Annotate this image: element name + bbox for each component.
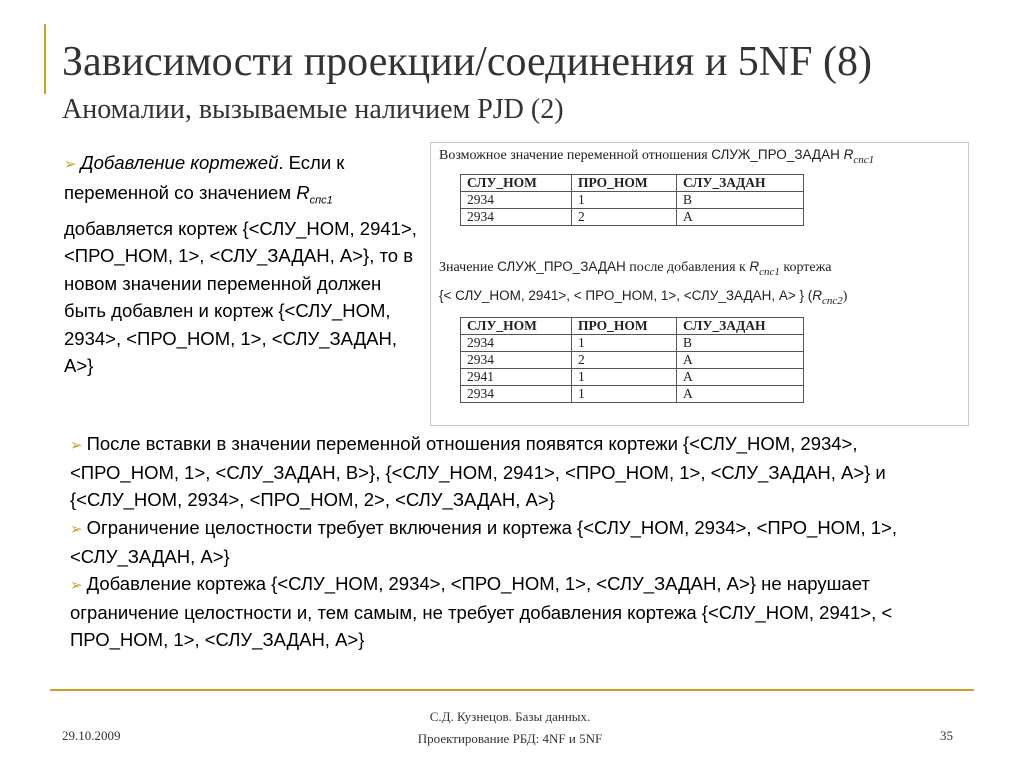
table-header-row: [461, 318, 804, 335]
bullet-item-2: ➢ Ограничение целостности требует включения и кортежа {<СЛУ_НОМ, 2934>, <ПРО_НОМ, 1>, <СЛУ_ЗАДАН, А>}: [70, 516, 897, 567]
left-r-letter: R: [296, 181, 310, 203]
table-header-cell: ПРО_НОМ: [572, 175, 677, 192]
table-cell: 2934: [461, 352, 572, 369]
table-cell: 2: [572, 209, 677, 226]
left-text-a: . Если к переменной со значением: [64, 152, 345, 203]
table-row: [461, 369, 804, 386]
table-cell: 2934: [461, 192, 572, 209]
table-cell: 2934: [461, 209, 572, 226]
relation-table-after: [460, 317, 804, 403]
left-r-sub: спс1: [309, 194, 333, 207]
bullet-arrow-icon: ➢: [70, 577, 83, 595]
table-row: [461, 352, 804, 369]
bullet-item-3: ➢ Добавление кортежа {<СЛУ_НОМ, 2934>, <ПРО_НОМ, 1>, <СЛУ_ЗАДАН, А>} не нарушает ограничение целостности и, тем самым, не требует добавления кортежа {<СЛУ_НОМ, 2941>, < ПРО_НОМ, 1>, <СЛУ_ЗАДАН, А>}: [70, 573, 893, 651]
table-header-cell: СЛУ_ЗАДАН: [677, 318, 804, 335]
bullet-arrow-icon: ➢: [64, 156, 77, 173]
table-header-cell: СЛУ_ЗАДАН: [677, 175, 804, 192]
table-cell: 1: [572, 335, 677, 352]
figure-caption-1: Возможное значение переменной отношения СЛУЖ_ПРО_ЗАДАН $R_{спс1}$: [439, 147, 875, 166]
table-cell: 1: [572, 192, 677, 209]
table-row: [461, 192, 804, 209]
table-cell: 2934: [461, 386, 572, 403]
table-cell: А: [677, 386, 804, 403]
slide-title: Зависимости проекции/соединения и 5NF (8): [62, 39, 872, 85]
figure-caption-2: Значение СЛУЖ_ПРО_ЗАДАН после добавления к $R_{спс1}$ кортежа: [439, 259, 832, 278]
table-cell: А: [677, 352, 804, 369]
table-header-row: [461, 175, 804, 192]
table-cell: А: [677, 369, 804, 386]
relation-figure: [430, 142, 969, 426]
table-row: [461, 335, 804, 352]
table-cell: 1: [572, 386, 677, 403]
table-header-cell: СЛУ_НОМ: [461, 318, 572, 335]
table-cell: А: [677, 209, 804, 226]
relation-table-before: [460, 174, 804, 226]
bottom-bullets: [70, 430, 970, 654]
footer-line-2: Проектирование РБД: 4NF и 5NF: [417, 731, 603, 746]
table-header-cell: ПРО_НОМ: [572, 318, 677, 335]
lead-italic: Добавление кортежей: [80, 152, 279, 173]
table-cell: В: [677, 335, 804, 352]
table-cell: 2: [572, 352, 677, 369]
figure-caption-3: {< СЛУ_НОМ, 2941>, < ПРО_НОМ, 1>, <СЛУ_ЗАДАН, А> } $(R_{спс2})$: [439, 288, 848, 307]
table-cell: В: [677, 192, 804, 209]
table-cell: 2934: [461, 335, 572, 352]
table-row: [461, 209, 804, 226]
footer-line-1: С.Д. Кузнецов. Базы данных.: [429, 709, 591, 724]
bullet-arrow-icon: ➢: [70, 437, 83, 454]
bullet-item-1: ➢ После вставки в значении переменной отношения появятся кортежи {<СЛУ_НОМ, 2934>, <ПРО_НОМ, 1>, <СЛУ_ЗАДАН, В>}, {<СЛУ_НОМ, 2941>, <ПРО_НОМ, 1>, <СЛУ_ЗАДАН, А>} и {<СЛУ_НОМ, 2934>, <ПРО_НОМ, 2>, <СЛУ_ЗАДАН, А>}: [70, 433, 886, 511]
footer-date: 29.10.2009: [62, 728, 121, 743]
footer-credit: [300, 706, 720, 750]
bullet-arrow-icon: ➢: [70, 520, 83, 538]
page-number: 35: [940, 728, 953, 743]
left-paragraph: [64, 149, 424, 380]
footer-divider: [50, 689, 974, 691]
table-row: [461, 386, 804, 403]
table-header-cell: СЛУ_НОМ: [461, 175, 572, 192]
table-cell: 2941: [461, 369, 572, 386]
left-text-b: добавляется кортеж {<СЛУ_НОМ, 2941>, <ПРО_НОМ, 1>, <СЛУ_ЗАДАН, А>}, то в новом значении переменной должен быть добавлен и кортеж {<СЛУ_НОМ, 2934>, <ПРО_НОМ, 1>, <СЛУ_ЗАДАН, А>}: [64, 217, 417, 377]
title-accent-line: [44, 24, 46, 94]
slide-subtitle: Аномалии, вызываемые наличием PJD (2): [62, 94, 564, 125]
table-cell: 1: [572, 369, 677, 386]
